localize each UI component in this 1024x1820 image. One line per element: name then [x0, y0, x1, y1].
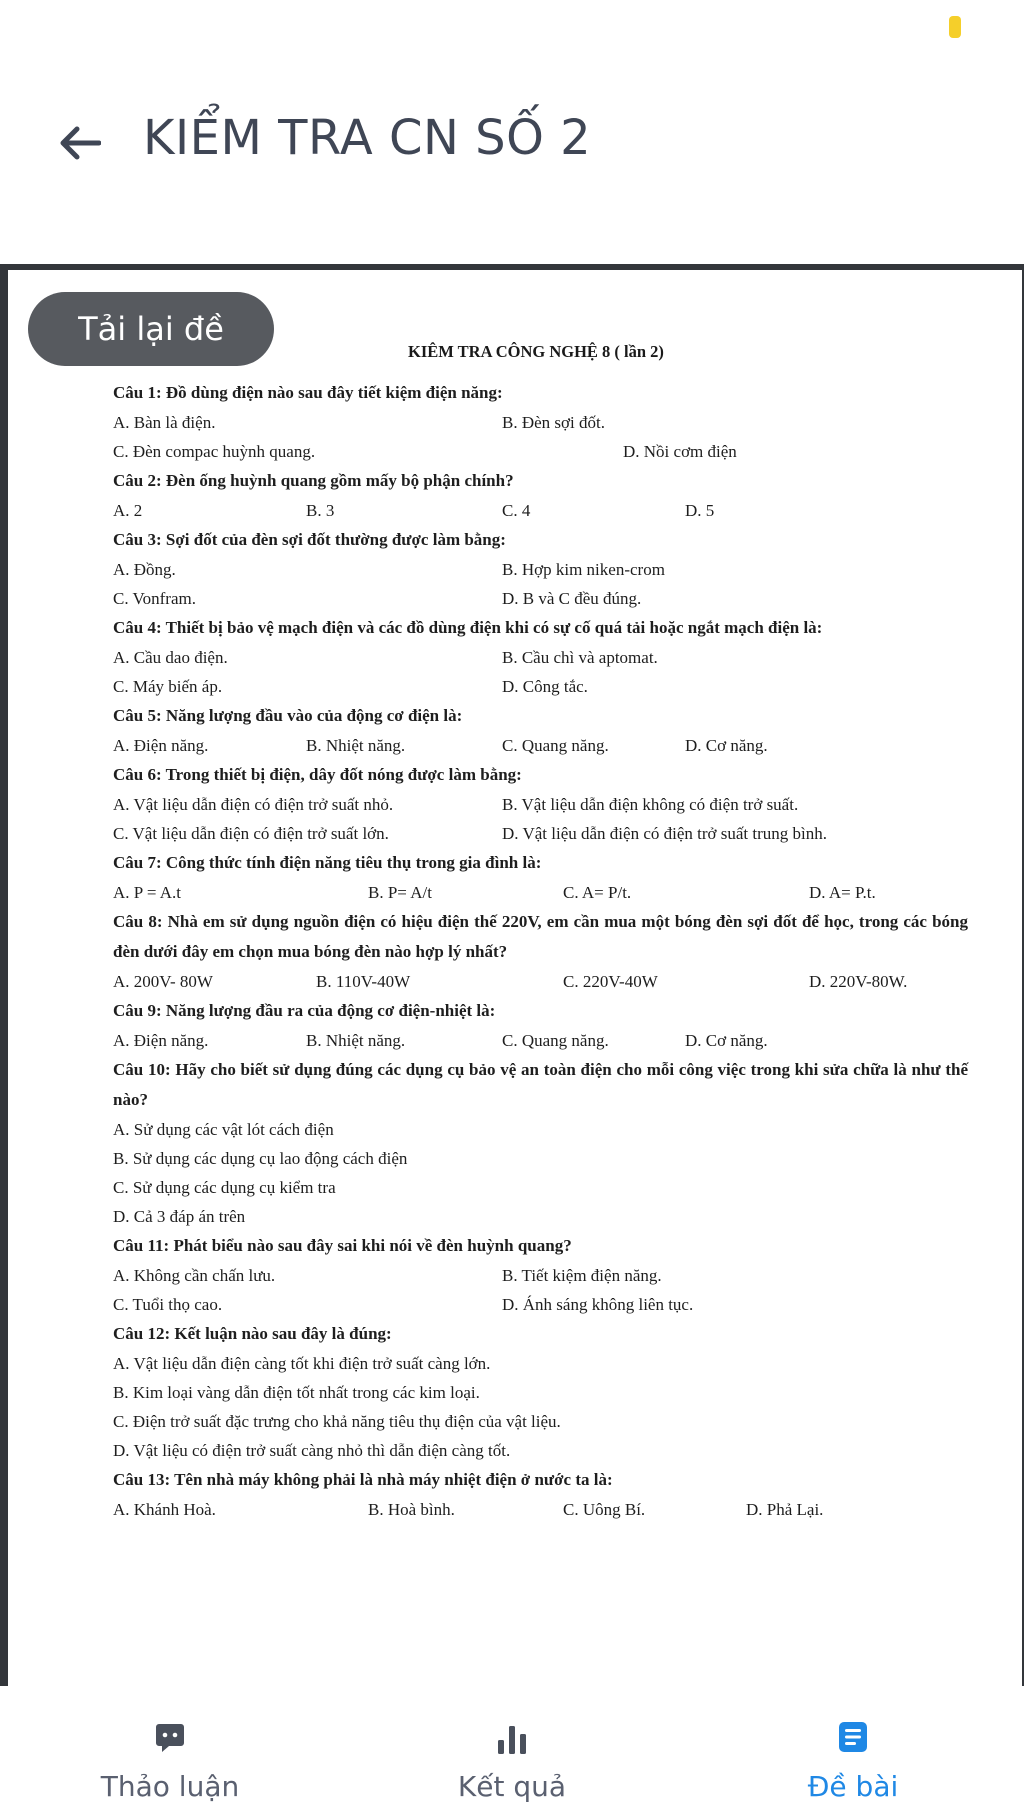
nav-label: Kết quả: [457, 1770, 567, 1803]
option-c: C. Tuổi thọ cao.: [113, 1295, 223, 1314]
option-d: D. Cả 3 đáp án trên: [113, 1207, 246, 1226]
option-a: A. Sử dụng các vật lót cách điện: [113, 1120, 334, 1139]
question-title: Câu 4: Thiết bị bảo vệ mạch điện và các đồ dùng điện khi có sự cố quá tải hoặc ngắt mạch điện là:: [113, 618, 823, 637]
option-a: A. Điện năng.: [113, 736, 209, 755]
option-c: C. Uông Bí.: [563, 1500, 646, 1519]
nav-label: Đề bài: [807, 1770, 899, 1803]
option-a: A. Khánh Hoà.: [113, 1500, 216, 1519]
app-bar: [0, 90, 1024, 200]
option-d: D. 220V-80W.: [809, 972, 908, 991]
nav-tab-exam[interactable]: [743, 1686, 963, 1820]
option-a: A. Cầu dao điện.: [113, 648, 228, 667]
option-d: D. B và C đều đúng.: [502, 589, 642, 608]
question-title: Câu 11: Phát biểu nào sau đây sai khi nói về đèn huỳnh quang?: [113, 1236, 572, 1255]
option-b: B. Hoà bình.: [368, 1500, 455, 1519]
option-d: D. Phả Lại.: [746, 1500, 824, 1519]
option-c: C. Vật liệu dẫn điện có điện trở suất lớn.: [113, 824, 389, 843]
option-b: B. 3: [306, 501, 335, 520]
option-c: C. Sử dụng các dụng cụ kiểm tra: [113, 1178, 336, 1197]
status-indicator: [949, 16, 961, 38]
document-icon: [836, 1720, 870, 1754]
option-c: C. Quang năng.: [502, 736, 609, 755]
option-b: B. Vật liệu dẫn điện không có điện trở suất.: [502, 795, 799, 814]
arrow-left-icon: [57, 125, 101, 161]
question-5: [113, 701, 968, 760]
option-d: D. Cơ năng.: [685, 1031, 768, 1050]
option-b: B. Hợp kim niken-crom: [502, 560, 665, 579]
nav-label: Thảo luận: [100, 1770, 240, 1803]
option-d: D. Vật liệu dẫn điện có điện trở suất trung bình.: [502, 824, 828, 843]
option-a: A. Điện năng.: [113, 1031, 209, 1050]
question-2: [113, 466, 968, 525]
option-a: A. Vật liệu dẫn điện càng tốt khi điện trở suất càng lớn.: [113, 1354, 491, 1373]
option-d: D. Ánh sáng không liên tục.: [502, 1295, 694, 1314]
question-9: [113, 996, 968, 1055]
option-c: C. A= P/t.: [563, 883, 632, 902]
option-a: A. Không cần chấn lưu.: [113, 1266, 276, 1285]
exam-document-viewer[interactable]: [0, 264, 1024, 1686]
question-13: [113, 1465, 968, 1524]
question-1: [113, 378, 968, 466]
question-11: [113, 1231, 968, 1319]
option-a: A. Vật liệu dẫn điện có điện trở suất nhỏ.: [113, 795, 394, 814]
option-c: C. Quang năng.: [502, 1031, 609, 1050]
option-d: D. Nồi cơm điện: [623, 442, 737, 461]
option-d: D. Vật liệu có điện trở suất càng nhỏ thì dẫn điện càng tốt.: [113, 1441, 511, 1460]
question-title: Câu 8: Nhà em sử dụng nguồn điện có hiệu điện thế 220V, em cần mua một bóng đèn sợi đốt để học, trong các bóng đèn dưới đây em chọn mua bóng đèn nào hợp lý nhất?: [113, 912, 968, 961]
option-a: A. Đồng.: [113, 560, 176, 579]
question-title: Câu 6: Trong thiết bị điện, dây đốt nóng được làm bằng:: [113, 765, 522, 784]
question-title: Câu 7: Công thức tính điện năng tiêu thụ trong gia đình là:: [113, 853, 542, 872]
bar-chart-icon: [495, 1720, 529, 1754]
option-c: C. Vonfram.: [113, 589, 196, 608]
option-b: B. Nhiệt năng.: [306, 736, 406, 755]
option-b: B. 110V-40W: [316, 972, 411, 991]
option-a: A. Bàn là điện.: [113, 413, 216, 432]
option-d: D. Công tắc.: [502, 677, 588, 696]
option-d: D. A= P.t.: [809, 883, 876, 902]
option-c: C. 4: [502, 501, 531, 520]
exam-heading: KIÊM TRA CÔNG NGHỆ 8 ( lần 2): [408, 342, 664, 361]
option-d: D. Cơ năng.: [685, 736, 768, 755]
question-title: Câu 5: Năng lượng đầu vào của động cơ điện là:: [113, 706, 463, 725]
question-7: [113, 848, 968, 907]
question-list: [113, 378, 968, 1524]
question-title: Câu 10: Hãy cho biết sử dụng đúng các dụng cụ bảo vệ an toàn điện cho mỗi công việc trong khi sửa chữa là như thế nào?: [113, 1060, 968, 1109]
option-d: D. 5: [685, 501, 715, 520]
option-b: B. Tiết kiệm điện năng.: [502, 1266, 662, 1285]
question-title: Câu 9: Năng lượng đầu ra của động cơ điện-nhiệt là:: [113, 1001, 496, 1020]
nav-tab-discussion[interactable]: [60, 1686, 280, 1820]
question-6: [113, 760, 968, 848]
page-title: KIỂM TRA CN SỐ 2: [143, 110, 592, 166]
question-title: Câu 2: Đèn ống huỳnh quang gồm mấy bộ phận chính?: [113, 471, 514, 490]
chat-bubble-icon: [153, 1720, 187, 1754]
option-a: A. P = A.t: [113, 883, 181, 902]
nav-tab-results[interactable]: [402, 1686, 622, 1820]
back-button[interactable]: [52, 116, 106, 170]
option-c: C. Điện trở suất đặc trưng cho khả năng tiêu thụ điện của vật liệu.: [113, 1412, 561, 1431]
question-title: Câu 13: Tên nhà máy không phải là nhà máy nhiệt điện ở nước ta là:: [113, 1470, 613, 1489]
question-title: Câu 12: Kết luận nào sau đây là đúng:: [113, 1324, 392, 1343]
question-4: [113, 613, 968, 701]
option-b: B. Kim loại vàng dẫn điện tốt nhất trong các kim loại.: [113, 1383, 480, 1402]
question-8: [113, 907, 968, 996]
question-title: Câu 3: Sợi đốt của đèn sợi đốt thường được làm bằng:: [113, 530, 506, 549]
option-b: B. Đèn sợi đốt.: [502, 413, 605, 432]
option-a: A. 2: [113, 501, 143, 520]
exam-paper: [8, 270, 1022, 1686]
option-c: C. Đèn compac huỳnh quang.: [113, 442, 316, 461]
question-12: [113, 1319, 968, 1465]
question-10: [113, 1055, 968, 1231]
option-c: C. Máy biến áp.: [113, 677, 223, 696]
option-b: B. P= A/t: [368, 883, 432, 902]
reload-exam-button[interactable]: Tải lại đề: [28, 292, 274, 366]
option-c: C. 220V-40W: [563, 972, 658, 991]
option-b: B. Cầu chì và aptomat.: [502, 648, 658, 667]
bottom-navigation: [0, 1686, 1024, 1820]
option-b: B. Sử dụng các dụng cụ lao động cách điện: [113, 1149, 408, 1168]
option-a: A. 200V- 80W: [113, 972, 213, 991]
question-title: Câu 1: Đồ dùng điện nào sau đây tiết kiệm điện năng:: [113, 383, 503, 402]
option-b: B. Nhiệt năng.: [306, 1031, 406, 1050]
question-3: [113, 525, 968, 613]
